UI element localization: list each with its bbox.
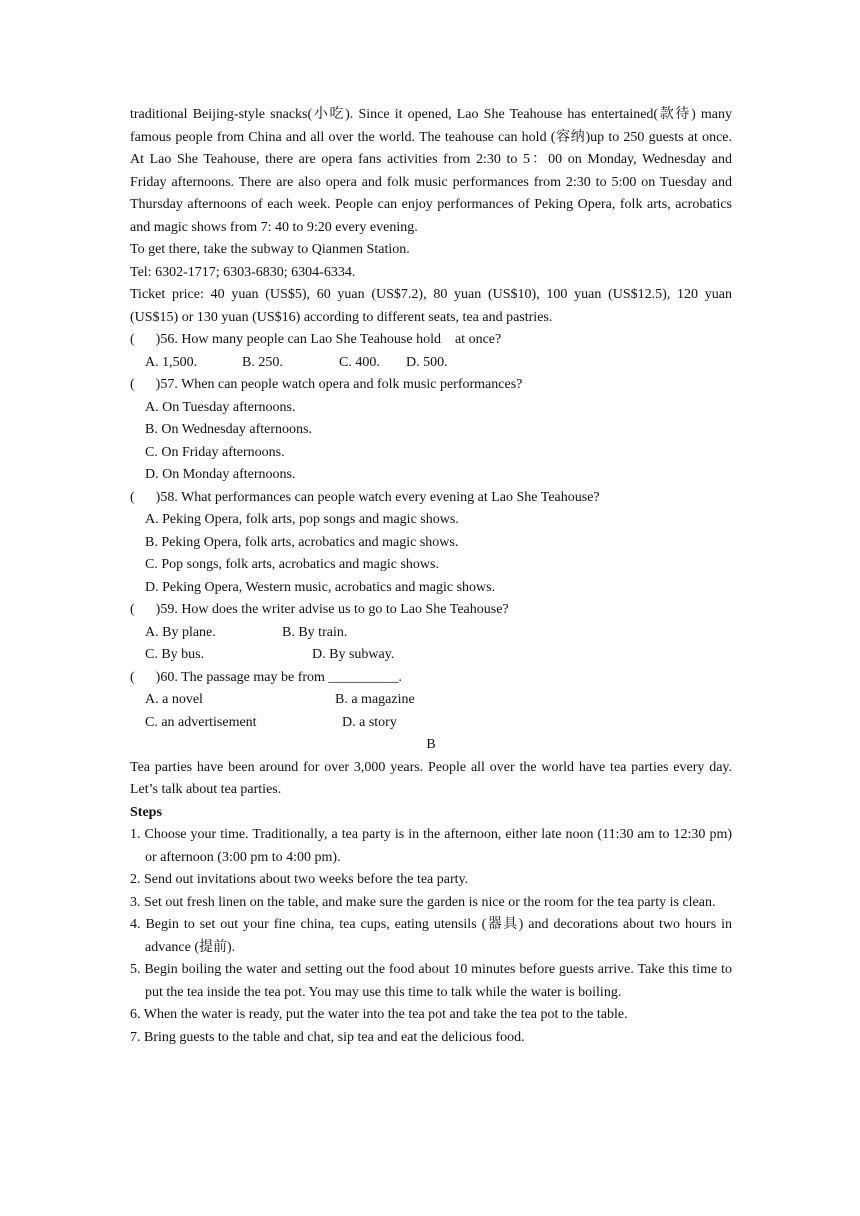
- question-60-options-row1: [130, 689, 732, 712]
- step-item: 3. Set out fresh linen on the table, and make sure the garden is nice or the room for the tea party is clean.: [130, 894, 716, 910]
- passage-a-paragraph: traditional Beijing-style snacks(小吃). Since it opened, Lao She Teahouse has entertained(款待) many famous people from China and all over the world. The teahouse can hold (容纳)up to 250 guests at once. At Lao She Teahouse, there are opera fans activities from 2:30 to 5：00 on Monday, Wednesday and Friday afternoons. There are also opera and folk music performances from 2:30 to 5:00 on Tuesday and Thursday afternoons of each week. People can enjoy performances of Peking Opera, folk arts, acrobatics and magic shows from 7: 40 to 9:20 every evening.: [130, 107, 732, 235]
- option: B. 250.: [242, 354, 283, 370]
- option: B. By train.: [282, 624, 348, 640]
- option: A. Peking Opera, folk arts, pop songs and magic shows.: [145, 512, 459, 527]
- question-58-stem: ( )58. What performances can people watch every evening at Lao She Teahouse?: [130, 489, 600, 505]
- passage-a-ticket: Ticket price: 40 yuan (US$5), 60 yuan (US$7.2), 80 yuan (US$10), 100 yuan (US$12.5), 120 yuan (US$15) or 130 yuan (US$16) according to different seats, tea and pastries.: [130, 287, 732, 325]
- step-item: 4. Begin to set out your fine china, tea cups, eating utensils (器具) and decorations about two hours in advance (提前).: [130, 917, 732, 955]
- option: B. Peking Opera, folk arts, acrobatics and magic shows.: [145, 534, 459, 550]
- question-59-stem: ( )59. How does the writer advise us to go to Lao She Teahouse?: [130, 602, 509, 617]
- option: B. On Wednesday afternoons.: [145, 422, 312, 437]
- option: C. On Friday afternoons.: [145, 444, 285, 460]
- step-item: 1. Choose your time. Traditionally, a tea party is in the afternoon, either late noon (11:30 am to 12:30 pm) or afternoon (3:00 pm to 4:00 pm).: [130, 827, 732, 865]
- question-57-stem: ( )57. When can people watch opera and folk music performances?: [130, 377, 523, 392]
- section-b-intro: Tea parties have been around for over 3,000 years. People all over the world have tea parties every day. Let’s talk about tea parties.: [130, 759, 732, 797]
- option: A. By plane.: [145, 624, 216, 640]
- option: D. 500.: [406, 354, 448, 370]
- passage-a-directions: To get there, take the subway to Qianmen Station.: [130, 242, 410, 257]
- step-item: 6. When the water is ready, put the water into the tea pot and take the tea pot to the table.: [130, 1007, 628, 1022]
- question-56-options: [130, 352, 732, 375]
- option: A. a novel: [145, 692, 203, 707]
- question-60-stem: ( )60. The passage may be from __________.: [130, 669, 402, 685]
- question-60-options-row2: [130, 712, 732, 735]
- passage-a-tel: Tel: 6302-1717; 6303-6830; 6304-6334.: [130, 264, 356, 280]
- document-page: [130, 104, 732, 1049]
- option: D. On Monday afternoons.: [145, 467, 296, 482]
- question-59-options-row1: [130, 622, 732, 645]
- option: D. Peking Opera, Western music, acrobatics and magic shows.: [145, 579, 496, 595]
- step-item: 7. Bring guests to the table and chat, sip tea and eat the delicious food.: [130, 1029, 525, 1045]
- option: A. 1,500.: [145, 354, 198, 370]
- steps-heading: Steps: [130, 804, 162, 820]
- option: D. By subway.: [312, 647, 395, 662]
- step-item: 5. Begin boiling the water and setting out the food about 10 minutes before guests arrive. Take this time to put the tea inside the tea pot. You may use this time to talk while the water is boiling.: [130, 962, 732, 1000]
- option: D. a story: [342, 714, 397, 730]
- option: C. 400.: [339, 354, 380, 370]
- option: C. Pop songs, folk arts, acrobatics and magic shows.: [145, 557, 439, 572]
- step-item: 2. Send out invitations about two weeks before the tea party.: [130, 872, 469, 887]
- option: B. a magazine: [335, 692, 415, 707]
- question-56-stem: ( )56. How many people can Lao She Teahouse hold at once?: [130, 332, 502, 347]
- option: C. By bus.: [145, 647, 205, 662]
- section-b-label: B: [426, 737, 436, 752]
- question-59-options-row2: [130, 644, 732, 667]
- option: A. On Tuesday afternoons.: [145, 399, 296, 415]
- option: C. an advertisement: [145, 714, 257, 730]
